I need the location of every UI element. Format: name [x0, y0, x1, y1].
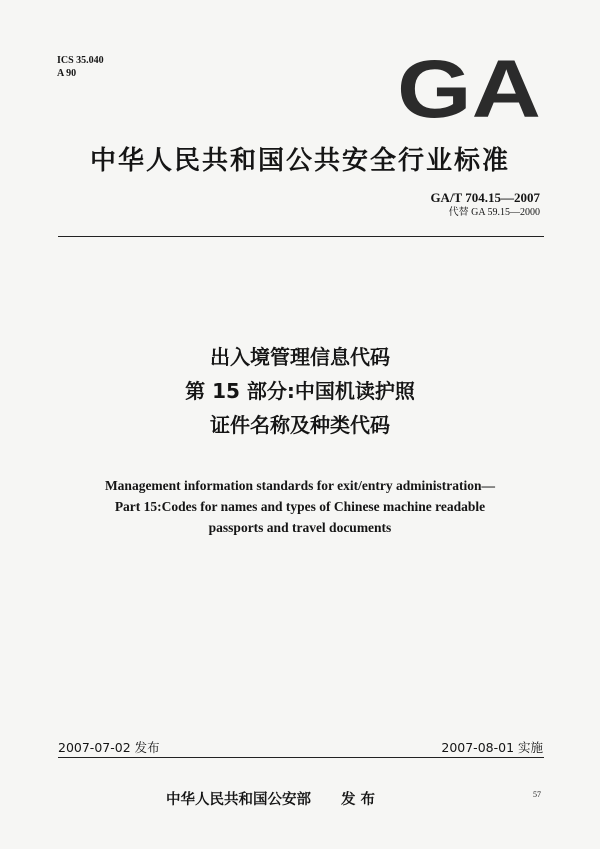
ga-logo: [396, 56, 542, 120]
org-title: 中华人民共和国公共安全行业标准: [89, 146, 510, 176]
issuer-line: [166, 788, 375, 809]
ics-code: ICS 35.040: [57, 55, 104, 66]
standard-number: GA/T 704.15—2007: [430, 190, 540, 205]
chinese-title-line: 第 15 部分:中国机读护照: [185, 379, 415, 403]
chinese-title-line: 出入境管理信息代码: [210, 345, 390, 369]
english-title: [0, 475, 600, 538]
chinese-title: [0, 340, 600, 442]
english-title-line: Management information standards for exit/entry administration—: [104, 478, 496, 493]
ccs-code: A 90: [57, 68, 77, 79]
effective-date: 2007-08-01 实施: [441, 740, 543, 755]
issuer-action: 发 布: [341, 792, 376, 808]
header-divider: [58, 236, 544, 237]
replaces-standard: 代替 GA 59.15—2000: [448, 207, 540, 218]
page-number: 57: [533, 790, 541, 799]
footer-divider: [58, 757, 544, 758]
chinese-title-line: 证件名称及种类代码: [210, 413, 390, 437]
issue-date: 2007-07-02 发布: [58, 740, 160, 755]
english-title-line: Part 15:Codes for names and types of Chinese machine readable: [114, 499, 486, 514]
ga-logo-text: GA: [397, 56, 541, 120]
issuer-name: 中华人民共和国公安部: [166, 792, 311, 808]
standard-number-block: [430, 190, 540, 220]
english-title-line: passports and travel documents: [208, 520, 392, 535]
classification-codes: [57, 54, 104, 80]
